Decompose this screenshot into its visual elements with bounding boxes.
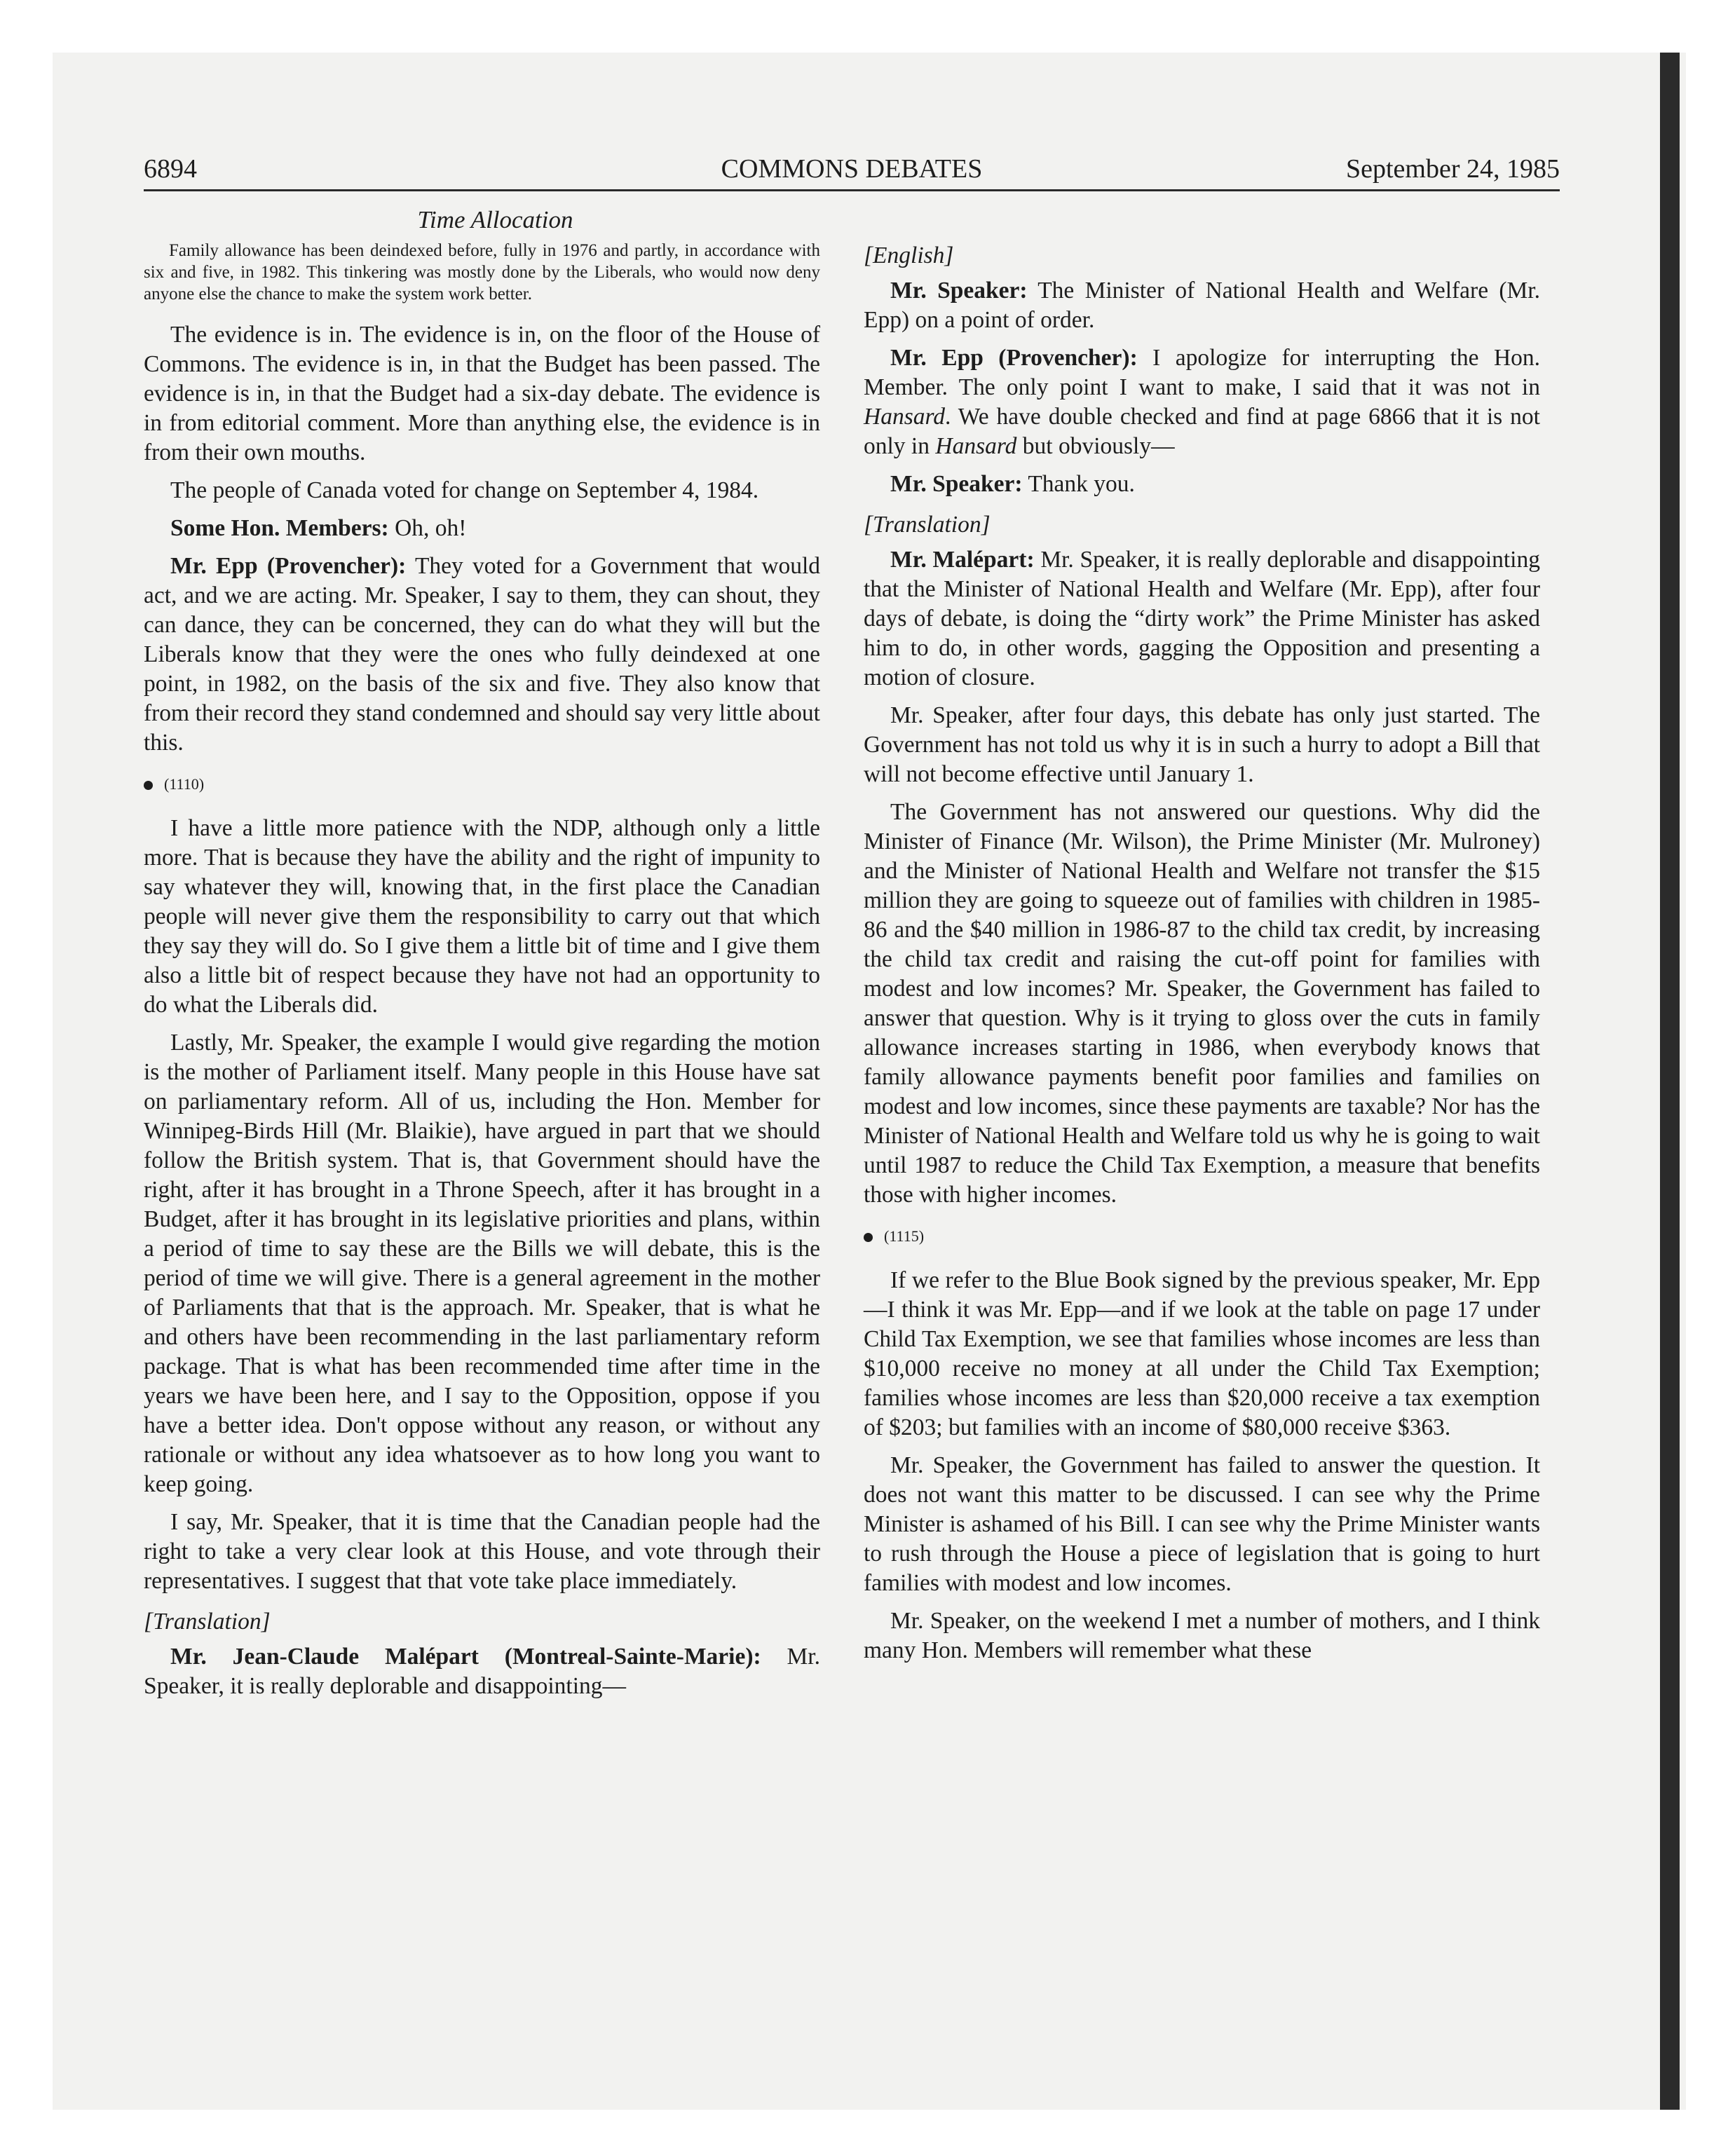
paragraph: If we refer to the Blue Book signed by the previous speaker, Mr. Epp—I think it was Mr. Epp—and if we look at the table on page 17 under Child Tax Exemption, we see that families whose incomes are less than $10,000 receive no money at all under the Child Tax Exemption; families whose incomes are less than $20,000 receive a tax exemption of $203; but families with an income of $80,000 receive $363.: [864, 1267, 1540, 1440]
speech-text: The Minister of National Health and Welfare (Mr. Epp) on a point of order.: [864, 278, 1540, 333]
speech-text: Thank you.: [1022, 471, 1135, 497]
block-quote: Family allowance has been deindexed before, fully in 1976 and partly, in accordance with six and five, in 1982. This tinkering was mostly done by the Liberals, who would now deny anyone else the chance to make the system work better.: [144, 241, 820, 303]
speaker-name: Mr. Jean-Claude Malépart (Montreal-Sainte-Marie):: [170, 1644, 761, 1670]
speaker-name: Mr. Malépart:: [890, 547, 1035, 573]
speech-text: . We have double checked and find at page 6866 that it is not only in: [864, 404, 1540, 459]
language-tag-label: English: [873, 243, 945, 268]
publication-date: September 24, 1985: [1345, 154, 1560, 184]
time-marker-label: (1110): [164, 775, 205, 793]
speaker-name: Mr. Speaker:: [890, 278, 1028, 303]
speech-text: Oh, oh!: [388, 515, 467, 541]
paragraph: I say, Mr. Speaker, that it is time that the Canadian people had the right to take a very clear look at this House, and vote through their representatives. I suggest that that vote take place immediately.: [144, 1509, 820, 1594]
section-title: Time Allocation: [417, 206, 573, 233]
paragraph: The people of Canada voted for change on September 4, 1984.: [170, 477, 759, 503]
speaker-name: Mr. Epp (Provencher):: [890, 345, 1138, 371]
speech-paragraph: [864, 343, 1540, 461]
hansard-reference: Hansard: [935, 433, 1017, 459]
language-tag-label: Translation: [153, 1609, 261, 1635]
speaker-name: Mr. Epp (Provencher):: [170, 553, 407, 579]
language-tag: [English]: [864, 243, 954, 268]
speech-paragraph: [864, 276, 1540, 335]
page-header: [144, 149, 1560, 191]
time-marker-label: (1115): [884, 1227, 925, 1245]
scan-edge-bar: [1660, 53, 1680, 2110]
speech-text: They voted for a Government that would act, and we are acting. Mr. Speaker, I say to them, they can shout, they can dance, they can be concerned, they can do what they will but the Liberals know that they were the ones who fully deindexed at one point, in 1982, on the basis of the six and five. They also know that from their record they stand condemned and should say very little about this.: [144, 553, 820, 756]
paragraph: Mr. Speaker, the Government has failed to answer the question. It does not want this matter to be discussed. I can see why the Prime Minister is ashamed of his Bill. I can see why the Prime Minister wants to rush through the House a piece of legislation that is going to hurt families with modest and low incomes.: [864, 1452, 1540, 1596]
speech-paragraph: [144, 1642, 820, 1701]
hansard-reference: Hansard: [864, 404, 946, 430]
bullet-icon: [864, 1233, 873, 1242]
speaker-name: Mr. Speaker:: [890, 471, 1023, 497]
speaker-name: Some Hon. Members:: [170, 515, 389, 541]
speech-paragraph: [144, 514, 820, 543]
bullet-icon: [144, 781, 153, 790]
speech-paragraph: [144, 552, 820, 758]
paragraph: The Government has not answered our questions. Why did the Minister of Finance (Mr. Wilson), the Prime Minister (Mr. Mulroney) and the Minister of National Health and Welfare not transfer the $15 million they are going to squeeze out of families with children in 1985-86 and the $40 million in 1986-87 to the child tax credit, by increasing the child tax credit and raising the cut-off point for families with modest and low incomes? Mr. Speaker, the Government has failed to answer that question. Why is it trying to gloss over the cuts in family allowance increases starting in 1986, when everybody knows that family allowance payments benefit poor families and families on modest and low incomes, since these payments are taxable? Nor has the Minister of National Health and Welfare told us why he is going to wait until 1987 to reduce the Child Tax Exemption, a measure that benefits those with higher incomes.: [864, 799, 1540, 1208]
page-number: 6894: [144, 154, 197, 184]
language-tag: [Translation]: [864, 512, 991, 538]
paragraph: I have a little more patience with the NDP, although only a little more. That is because they have the ability and the right of impunity to say whatever they will, knowing that, in the first place the Canadian people will never give them the responsibility to carry out that which they say they will do. So I give them a little bit of time and I give them also a little bit of respect because they have not had an opportunity to do what the Liberals did.: [144, 815, 820, 1018]
speech-text: I apologize for interrupting the Hon. Member. The only point I want to make, I said that it was not in: [864, 345, 1541, 400]
paragraph: Mr. Speaker, on the weekend I met a number of mothers, and I think many Hon. Members will remember what these: [864, 1608, 1540, 1663]
time-marker: [144, 770, 820, 798]
speech-text: but obviously—: [1016, 433, 1175, 459]
language-tag-label: Translation: [873, 512, 981, 538]
language-tag: [Translation]: [144, 1609, 271, 1635]
paragraph: Mr. Speaker, after four days, this debate has only just started. The Government has not told us why it is in such a hurry to adopt a Bill that will not become effective until January 1.: [864, 702, 1540, 787]
speech-paragraph: [864, 545, 1540, 692]
time-marker: [864, 1222, 1540, 1250]
right-column: [864, 205, 1540, 1674]
speech-text: Mr. Speaker, it is really deplorable and disappointing—: [144, 1644, 820, 1699]
paragraph: The evidence is in. The evidence is in, on the floor of the House of Commons. The evidence is in, in that the Budget has been passed. The evidence is in, in that the Budget had a six-day debate. The evidence is in from editorial comment. More than anything else, the evidence is in from their own mouths.: [144, 322, 820, 465]
speech-text: Mr. Speaker, it is really deplorable and disappointing that the Minister of National Health and Welfare (Mr. Epp), after four days of debate, is doing the “dirty work” the Prime Minister has asked him to do, in other words, gagging the Opposition and presenting a motion of closure.: [864, 547, 1540, 690]
speech-paragraph: [864, 470, 1540, 499]
publication-title: COMMONS DEBATES: [721, 154, 983, 184]
paragraph: Lastly, Mr. Speaker, the example I would give regarding the motion is the mother of Parliament itself. Many people in this House have sat on parliamentary reform. All of us, including the Hon. Member for Winnipeg-Birds Hill (Mr. Blaikie), have argued in part that we should follow the British system. That is, that Government should have the right, after it has brought in a Throne Speech, after it has brought in a Budget, after it has brought in its legislative priorities and plans, within a period of time to say these are the Bills we will debate, this is the period of time we will give. There is a general agreement in the mother of Parliaments that that is the approach. Mr. Speaker, that is what he and others have been recommending in the last parliamentary reform package. That is what has been recommended time after time in the years we have been here, and I say to the Opposition, oppose if you have a better idea. Don't oppose without any reason, or without any rationale or without any idea whatsoever as to how long you want to keep going.: [144, 1030, 820, 1497]
left-column: [144, 205, 820, 1710]
